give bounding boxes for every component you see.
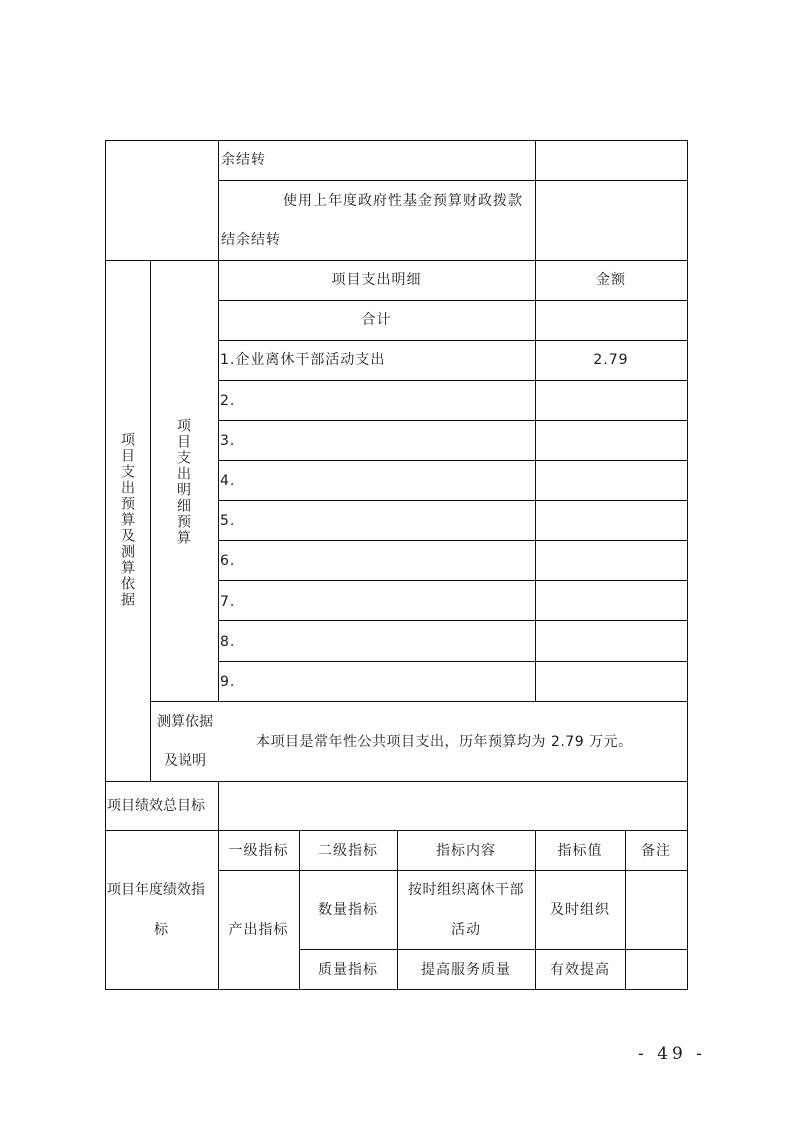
content-quality: 提高服务质量 [421, 962, 511, 978]
total-label: 合计 [361, 312, 392, 328]
content-quantity-line1: 按时组织离休干部 [408, 882, 524, 898]
annual-label-line1: 项目年度绩效指 [107, 882, 205, 898]
table-row-amount: 2.79 [593, 352, 629, 368]
page-number: - 49 - [638, 1044, 706, 1064]
header-note: 备注 [641, 843, 671, 859]
level2-quality: 质量指标 [318, 962, 378, 978]
content-quantity-line2: 活动 [451, 922, 481, 938]
level1-output: 产出指标 [228, 922, 289, 938]
annual-label-line2: 标 [154, 922, 169, 938]
header-amount: 金额 [596, 272, 626, 288]
row-label-fund-carryover-line2: 结余结转 [221, 232, 281, 248]
outer-section-label: 项目支出预算及测算依据 [119, 432, 135, 608]
row-label-fund-carryover-line1: 使用上年度政府性基金预算财政拨款 [283, 193, 523, 209]
goal-label: 项目绩效总目标 [107, 798, 205, 814]
header-level1: 一级指标 [228, 843, 289, 859]
table-row: 5. [220, 513, 236, 529]
table-row: 3. [220, 433, 236, 449]
header-value: 指标值 [557, 843, 603, 859]
table-row: 8. [220, 634, 236, 650]
table-row: 6. [220, 553, 236, 569]
table-row: 7. [220, 594, 236, 610]
table-row: 2. [220, 393, 236, 409]
level2-quantity: 数量指标 [318, 902, 378, 918]
table-row: 9. [220, 674, 236, 690]
value-quantity: 及时组织 [550, 902, 610, 918]
header-level2: 二级指标 [318, 843, 378, 859]
value-quality: 有效提高 [550, 962, 610, 978]
basis-label-line2: 及说明 [164, 753, 206, 769]
table-row: 1.企业离休干部活动支出 [220, 352, 386, 368]
header-content: 指标内容 [436, 843, 496, 859]
basis-text: 本项目是常年性公共项目支出，历年预算均为 2.79 万元。 [256, 734, 633, 750]
row-label-carryover: 余结转 [221, 152, 266, 168]
header-item: 项目支出明细 [331, 272, 422, 288]
table-row: 4. [220, 473, 236, 489]
basis-label-line1: 测算依据 [157, 714, 213, 730]
inner-section-label: 项目支出明细预算 [175, 418, 191, 546]
